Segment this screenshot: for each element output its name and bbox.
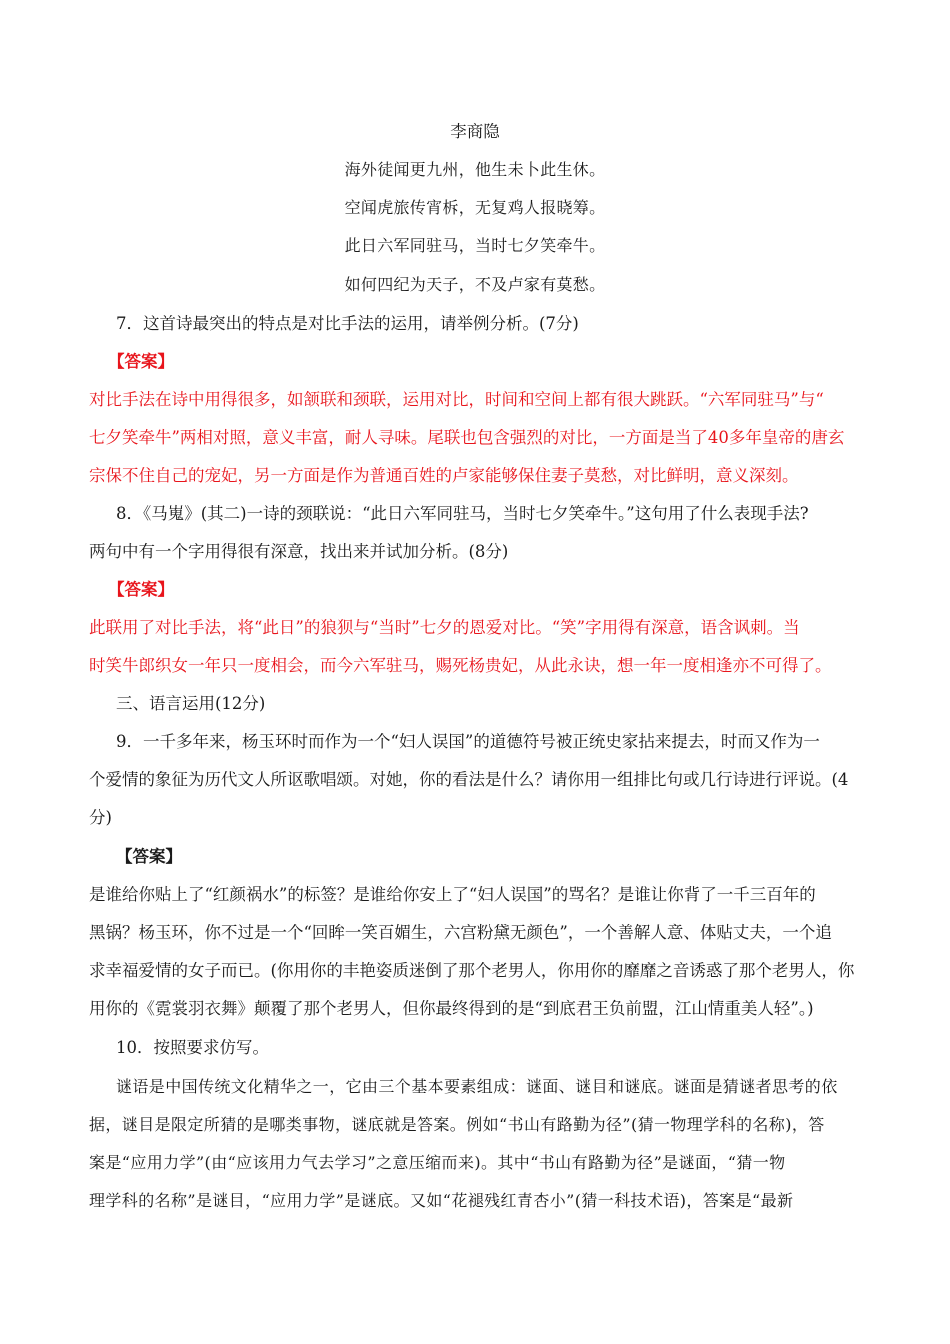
poem-line: 海外徒闻更九州，他生未卜此生休。 xyxy=(344,160,606,179)
answer-9-line: 用你的《霓裳羽衣舞》颠覆了那个老男人，但你最终得到的是“到底君王负前盟，江山情重美人轻”。) xyxy=(89,999,814,1018)
answer-7-line: 宗保不住自己的宠妃，另一方面是作为普通百姓的卢家能够保住妻子莫愁，对比鲜明，意义深刻。 xyxy=(89,466,799,485)
passage-line: 案是“应用力学”(由“应该用力气去学习”之意压缩而来)。其中“书山有路勤为径”是谜面，“猜一物 xyxy=(89,1153,786,1172)
answer-9-line: 是谁给你贴上了“红颜祸水”的标签？是谁给你安上了“妇人误国”的骂名？是谁让你背了一千三百年的 xyxy=(89,885,816,904)
question-9-line: 个爱情的象征为历代文人所讴歌唱颂。对她，你的看法是什么？请你用一组排比句或几行诗进行评说。(4 xyxy=(89,770,849,789)
answer-8-line: 时笑牛郎织女一年只一度相会，而今六军驻马，赐死杨贵妃，从此永诀，想一年一度相逢亦不可得了。 xyxy=(89,656,832,675)
question-8-line: 两句中有一个字用得很有深意，找出来并试加分析。(8分) xyxy=(89,542,509,561)
passage-line: 据，谜目是限定所猜的是哪类事物，谜底就是答案。例如“书山有路勤为径”(猜一物理学科的名称)，答 xyxy=(89,1115,825,1134)
answer-7-line: 对比手法在诗中用得很多，如颔联和颈联，运用对比，时间和空间上都有很大跳跃。“六军同驻马”与“ xyxy=(89,390,824,409)
poem-line: 如何四纪为天子，不及卢家有莫愁。 xyxy=(344,275,606,294)
question-9-line: 分) xyxy=(89,808,112,827)
answer-label-8: 【答案】 xyxy=(108,580,174,599)
answer-9-line: 黑锅？杨玉环，你不过是一个“回眸一笑百媚生，六宫粉黛无颜色”，一个善解人意、体贴丈夫，一个追 xyxy=(89,923,832,942)
poem-author: 李商隐 xyxy=(450,122,500,141)
passage-line: 理学科的名称”是谜目，“应用力学”是谜底。又如“花褪残红青杏小”(猜一科技术语)，答案是“最新 xyxy=(89,1191,794,1210)
answer-8-line: 此联用了对比手法，将“此日”的狼狈与“当时”七夕的恩爱对比。“笑”字用得有深意，语含讽刺。当 xyxy=(89,618,800,637)
question-9-line: 9．一千多年来，杨玉环时而作为一个“妇人误国”的道德符号被正统史家拈来提去，时而又作为一 xyxy=(116,732,820,751)
answer-label-7: 【答案】 xyxy=(108,352,174,371)
answer-9-line: 求幸福爱情的女子而已。(你用你的丰艳姿质迷倒了那个老男人，你用你的靡靡之音诱惑了那个老男人，你 xyxy=(89,961,855,980)
question-8-line: 8．《马嵬》(其二)一诗的颈联说：“此日六军同驻马，当时七夕笑牵牛。”这句用了什么表现手法? xyxy=(116,504,809,523)
question-7: 7．这首诗最突出的特点是对比手法的运用，请举例分析。(7分) xyxy=(116,314,579,333)
section-heading: 三、语言运用(12分) xyxy=(116,694,266,713)
answer-7-line: 七夕笑牵牛”两相对照，意义丰富，耐人寻味。尾联也包含强烈的对比，一方面是当了40多年皇帝的唐玄 xyxy=(89,428,845,447)
passage-line: 谜语是中国传统文化精华之一，它由三个基本要素组成：谜面、谜目和谜底。谜面是猜谜者思考的依 xyxy=(116,1077,838,1096)
question-10: 10．按照要求仿写。 xyxy=(116,1038,269,1057)
poem-line: 空闻虎旅传宵柝，无复鸡人报晓筹。 xyxy=(344,198,606,217)
answer-label-9: 【答案】 xyxy=(116,847,182,866)
poem-line: 此日六军同驻马，当时七夕笑牵牛。 xyxy=(344,236,606,255)
